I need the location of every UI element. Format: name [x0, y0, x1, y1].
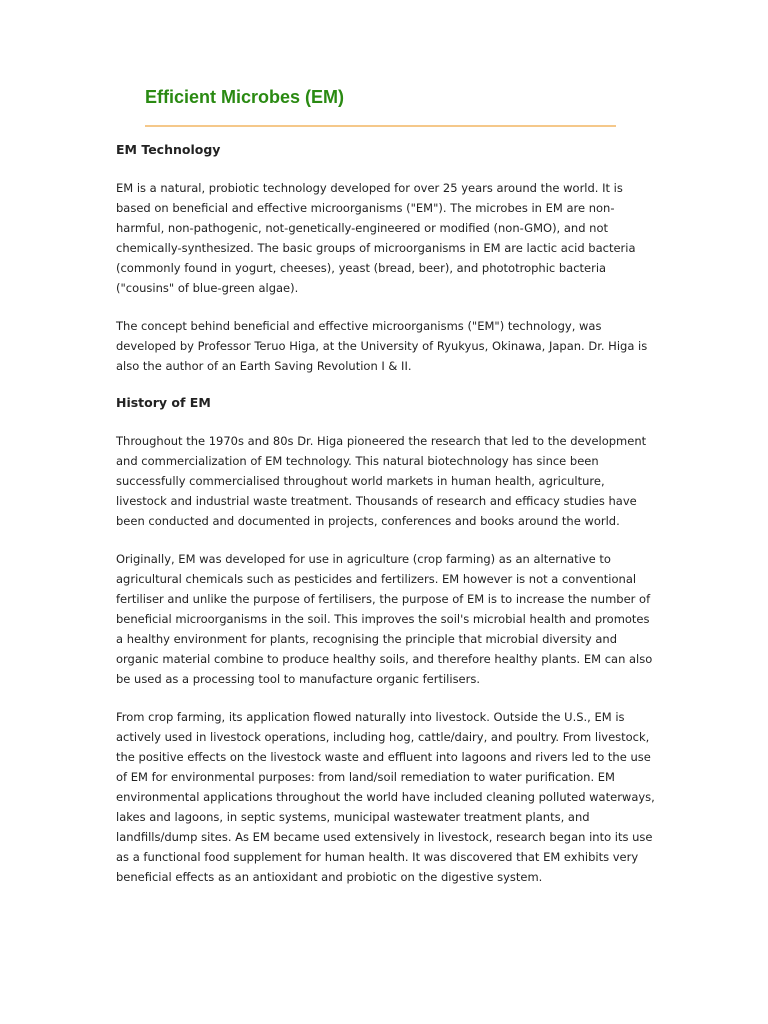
- document-body: [116, 140, 656, 887]
- paragraph: EM is a natural, probiotic technology developed for over 25 years around the world. It is based on beneficial and effective microorganisms ("EM"). The microbes in EM are non-harmful, non-pathogenic, not-genetically-engineered or modified (non-GMO), and not chemically-synthesized. The basic groups of microorganisms in EM are lactic acid bacteria (commonly found in yogurt, cheeses), yeast (bread, beer), and phototrophic bacteria ("cousins" of blue-green algae).: [116, 181, 636, 295]
- paragraph: The concept behind beneficial and effective microorganisms ("EM") technology, was developed by Professor Teruo Higa, at the University of Ryukyus, Okinawa, Japan. Dr. Higa is also the author of an Earth Saving Revolution I & II.: [116, 319, 648, 373]
- section-heading-history-of-em: History of EM: [116, 395, 211, 410]
- paragraph: From crop farming, its application flowed naturally into livestock. Outside the U.S., EM is actively used in livestock operations, including hog, cattle/dairy, and poultry. From livestock, the positive effects on the livestock waste and effluent into lagoons and rivers led to the use of EM for environmental purposes: from land/soil remediation to water purification. EM environmental applications throughout the world have included cleaning polluted waterways, lakes and lagoons, in septic systems, municipal wastewater treatment plants, and landfills/dump sites. As EM became used extensively in livestock, research began into its use as a functional food supplement for human health. It was discovered that EM exhibits very beneficial effects as an antioxidant and probiotic on the digestive system.: [116, 710, 655, 884]
- title-divider: [145, 125, 616, 127]
- section-heading-em-technology: EM Technology: [116, 142, 221, 157]
- paragraph: Throughout the 1970s and 80s Dr. Higa pioneered the research that led to the development and commercialization of EM technology. This natural biotechnology has since been successfully commercialised throughout world markets in human health, agriculture, livestock and industrial waste treatment. Thousands of research and efficacy studies have been conducted and documented in projects, conferences and books around the world.: [116, 434, 647, 528]
- page-title: Efficient Microbes (EM): [145, 87, 345, 107]
- paragraph: Originally, EM was developed for use in agriculture (crop farming) as an alternative to agricultural chemicals such as pesticides and fertilizers. EM however is not a conventional fertiliser and unlike the purpose of fertilisers, the purpose of EM is to increase the number of beneficial microorganisms in the soil. This improves the soil's microbial health and promotes a healthy environment for plants, recognising the principle that microbial diversity and organic material combine to produce healthy soils, and therefore healthy plants. EM can also be used as a processing tool to manufacture organic fertilisers.: [116, 552, 653, 686]
